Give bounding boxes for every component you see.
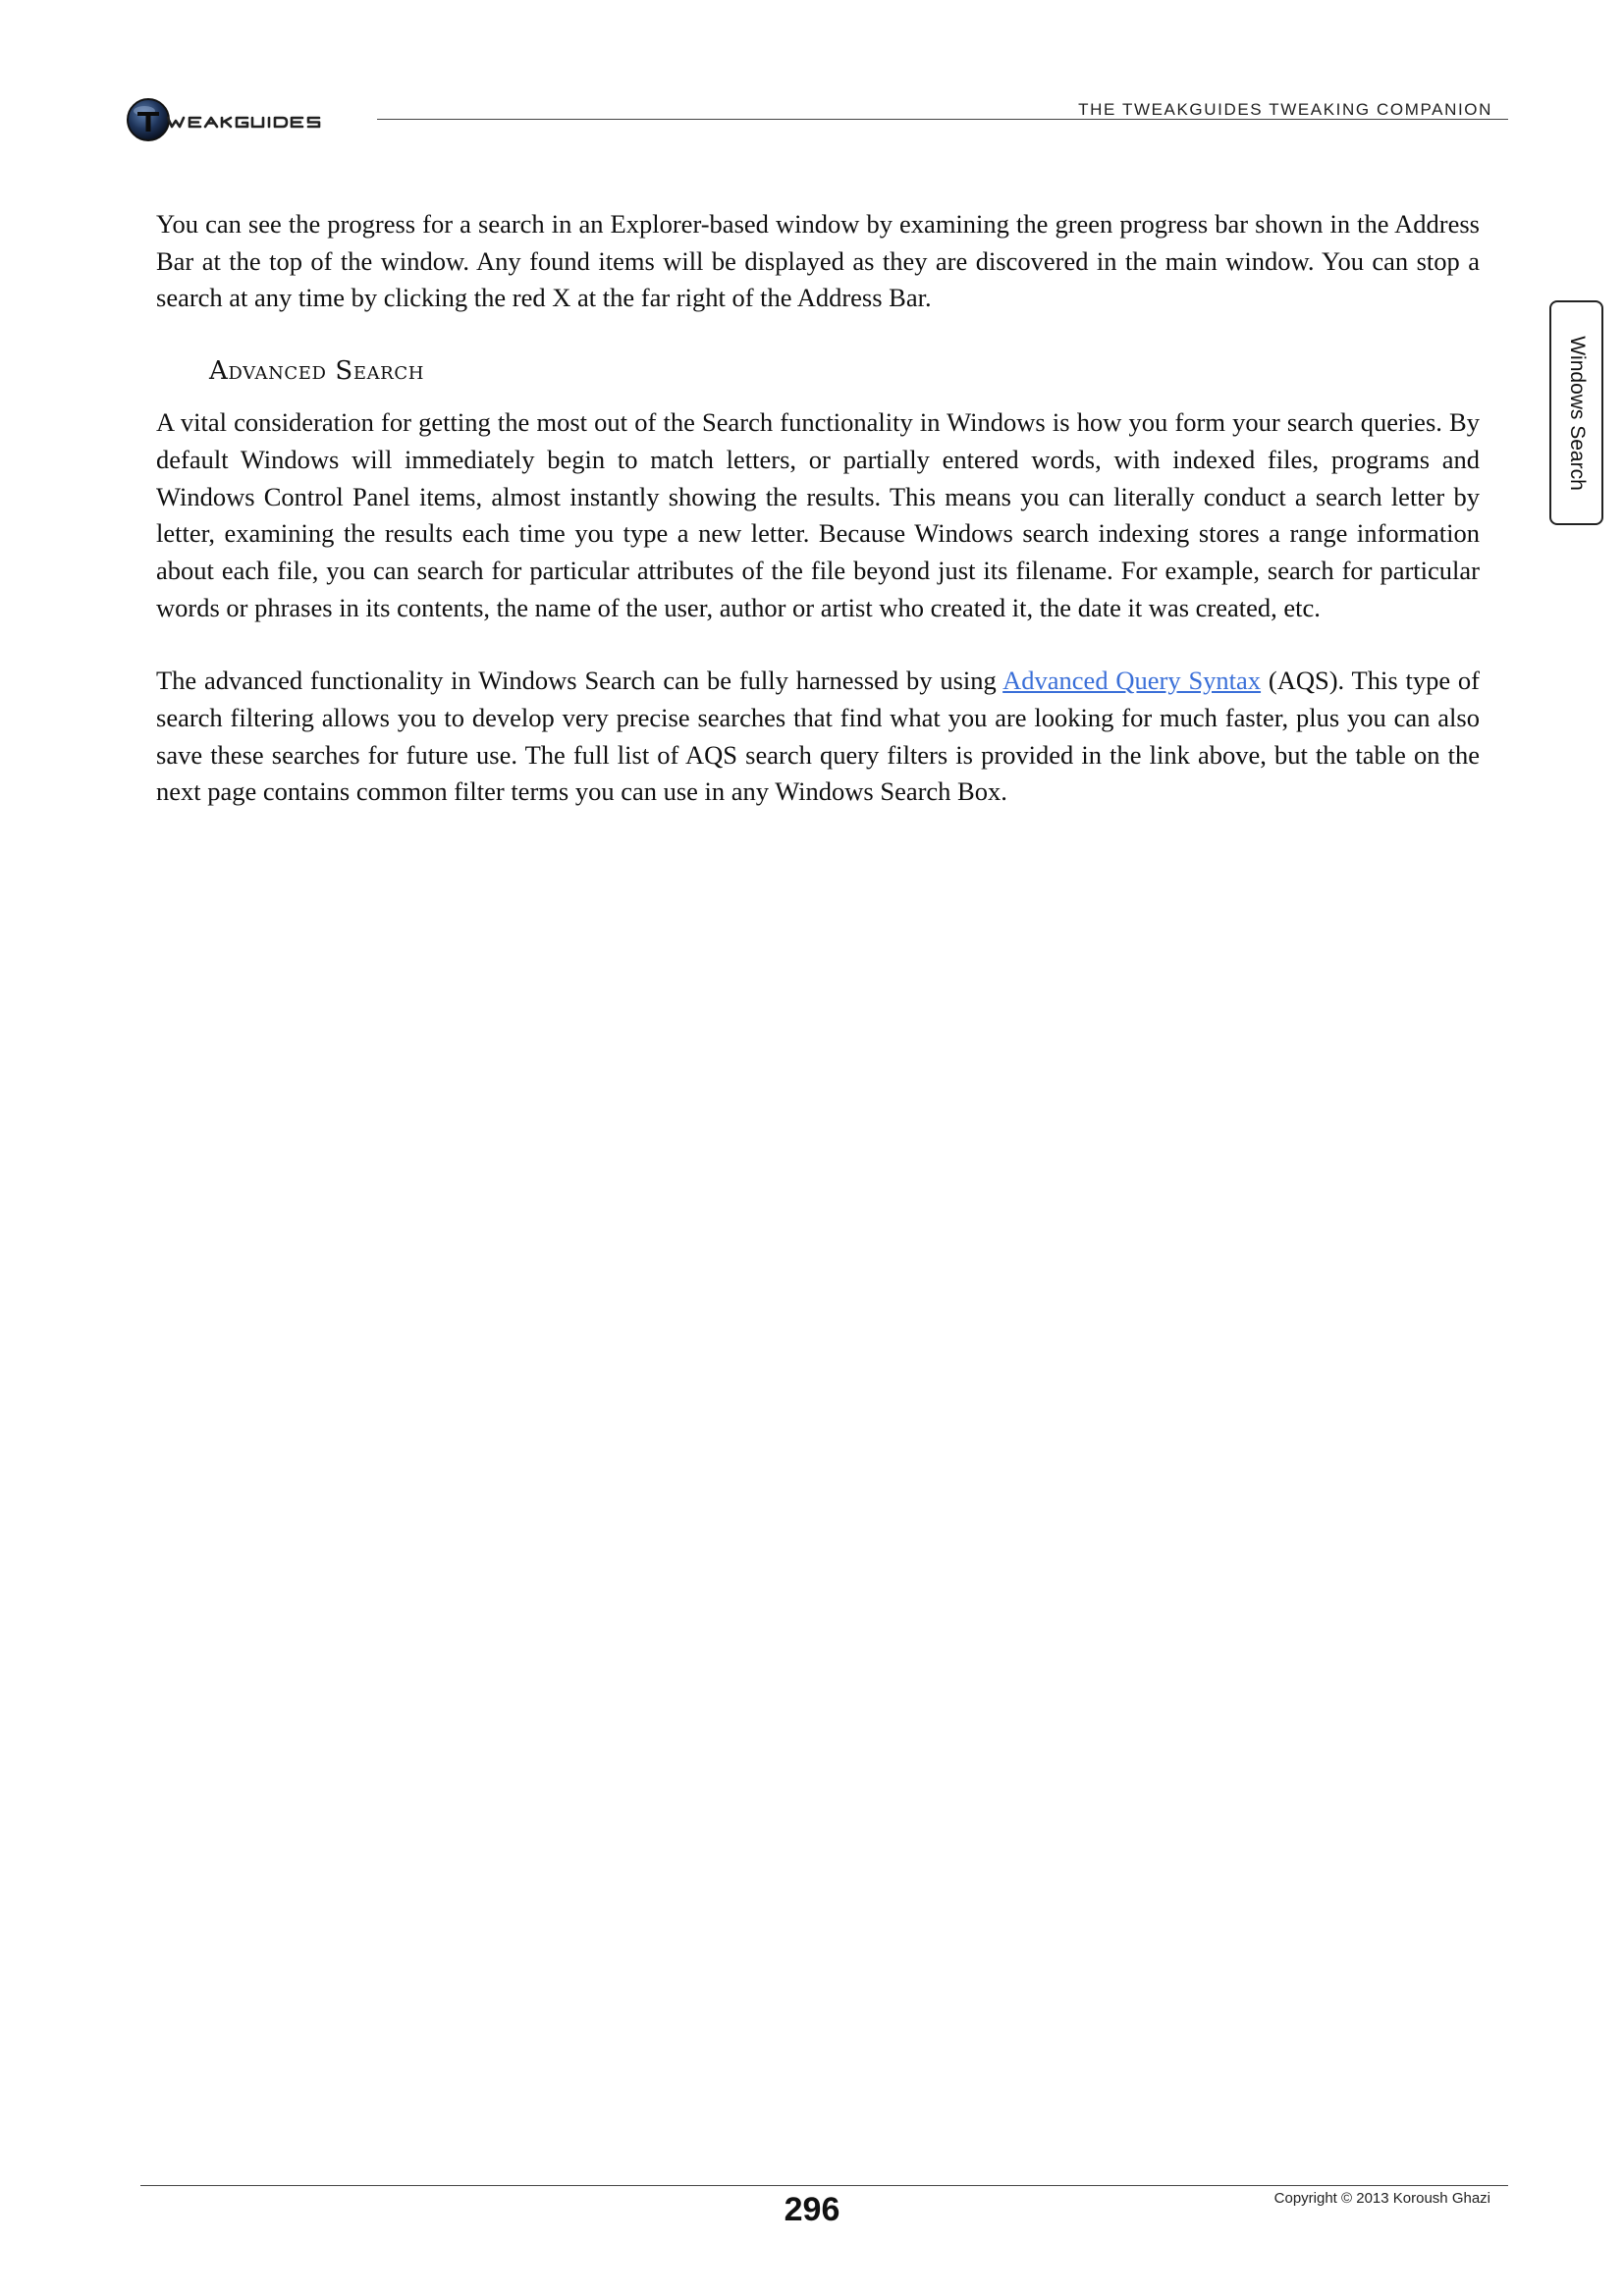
paragraph-search-queries: A vital consideration for getting the most out of the Search functionality in Windows is how you form your search queries. By default Windows will immediately begin to match letters, or partially entered words, with indexed files, programs and Windows Control Panel items, almost instantly showing the results. This means you can literally conduct a search letter by letter, examining the results each time you type a new letter. Because Windows search indexing stores a range information about each file, you can search for particular attributes of the file beyond just its filename. For example, search for particular words or phrases in its contents, the name of the user, author or artist who created it, the date it was created, etc. (156, 407, 1480, 622)
tweakguides-logo-graphic (125, 96, 360, 143)
page-number: 296 (784, 2191, 840, 2228)
paragraph-aqs-text-before: The advanced functionality in Windows Search can be fully harnessed by using (156, 666, 1003, 696)
side-tab-label: Windows Search (1565, 335, 1589, 491)
header-title: THE TWEAKGUIDES TWEAKING COMPANION (1078, 100, 1492, 119)
page-content (156, 206, 1480, 847)
paragraph-aqs-text-after: (AQS). This type of search filtering allows you to develop very precise searches that find what you are looking for much faster, plus you can also save these searches for future use. The full list of AQS search query filters is provided in the link above, but the table on the next page contains common filter terms you can use in any Windows Search Box. (156, 666, 1480, 807)
header-divider (377, 119, 1508, 120)
section-side-tab (1549, 300, 1603, 525)
tweakguides-logo (125, 96, 360, 143)
section-heading-advanced-search: Advanced Search (209, 356, 424, 387)
paragraph-aqs (156, 663, 1480, 811)
footer-divider (140, 2185, 1508, 2186)
advanced-query-syntax-link[interactable]: Advanced Query Syntax (1002, 666, 1262, 696)
copyright-notice: Copyright © 2013 Koroush Ghazi (1273, 2190, 1490, 2207)
paragraph-search-progress: You can see the progress for a search in an Explorer-based window by examining the green progress bar shown in the Address Bar at the top of the window. Any found items will be displayed as they are discovered in the main window. You can stop a search at any time by clicking the red X at the far right of the Address Bar. (156, 209, 1480, 313)
